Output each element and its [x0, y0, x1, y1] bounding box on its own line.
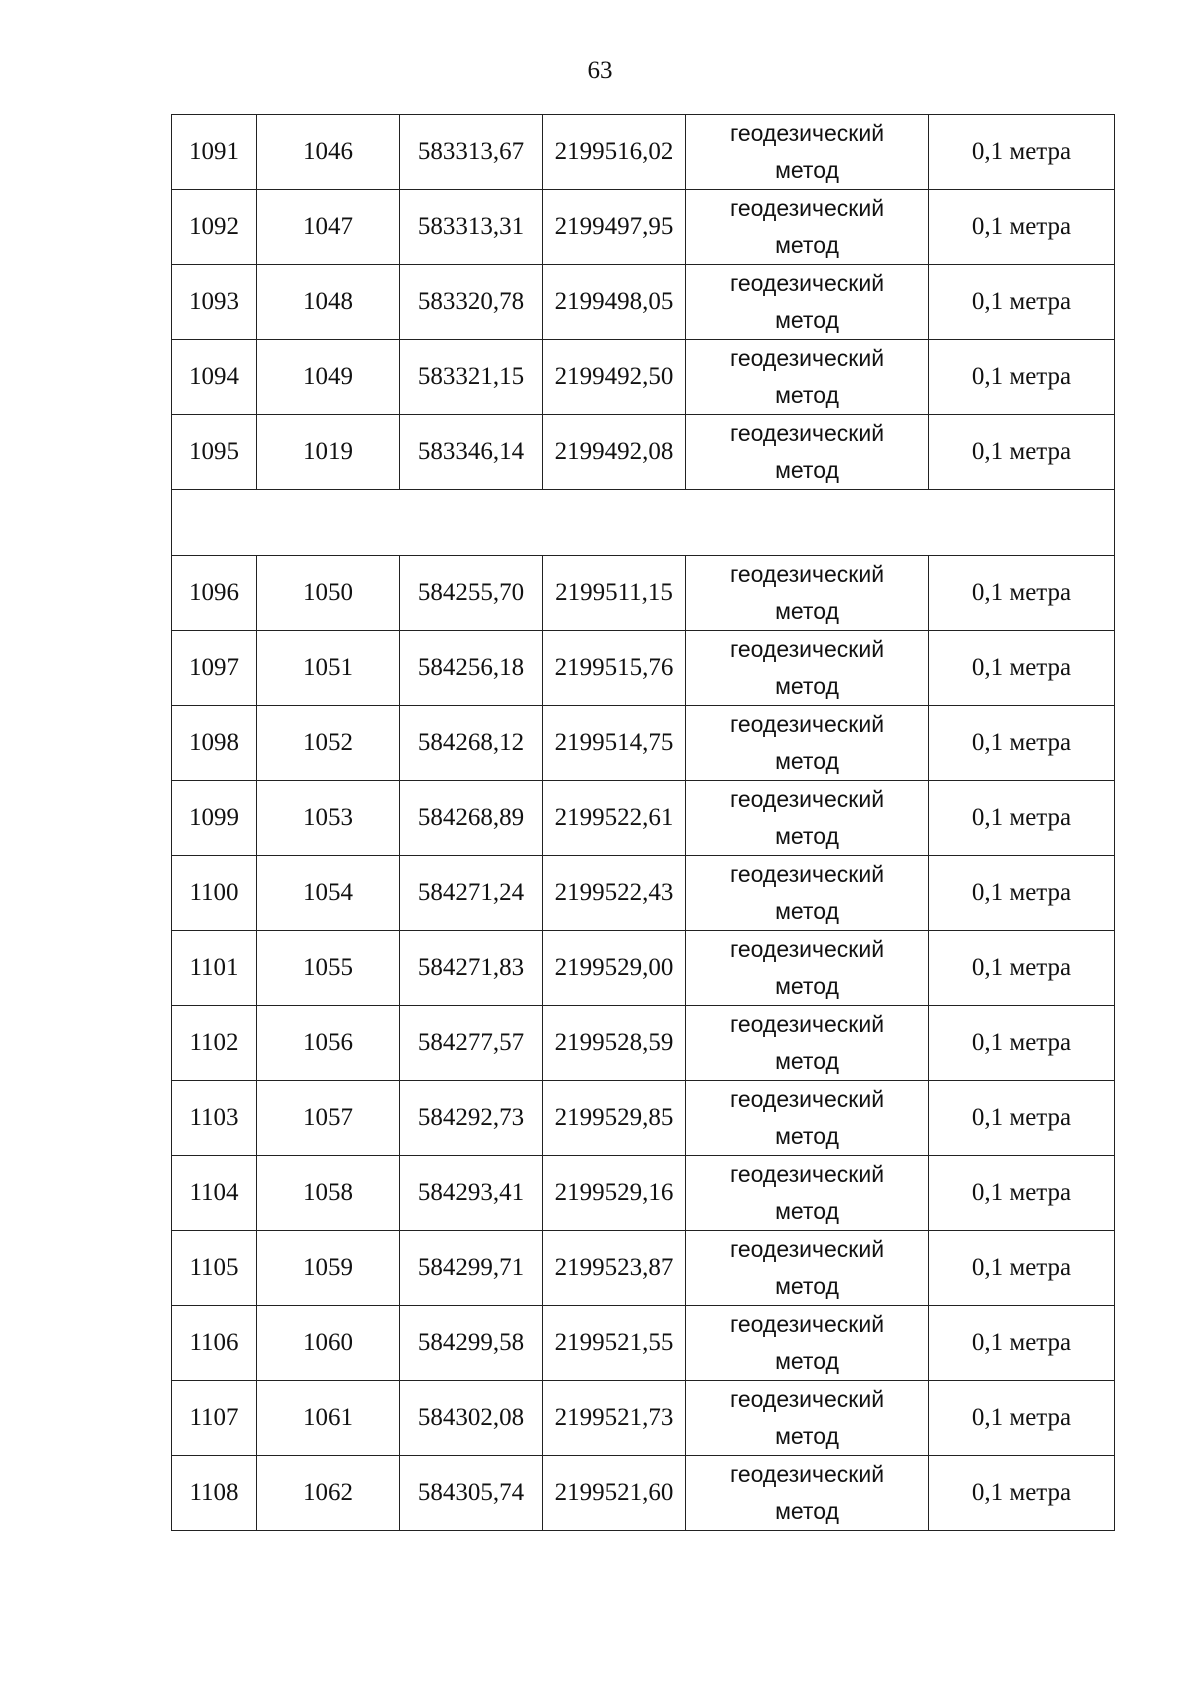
accuracy-cell: 0,1 метра [929, 631, 1115, 706]
method-line-1: геодезический [729, 1461, 885, 1487]
table-row [172, 1381, 1115, 1456]
y-coordinate-cell: 2199492,50 [543, 340, 686, 415]
table-row [172, 781, 1115, 856]
accuracy-cell: 0,1 метра [929, 1081, 1115, 1156]
page-number: 63 [587, 57, 613, 84]
y-coordinate-cell: 2199497,95 [543, 190, 686, 265]
accuracy-cell: 0,1 метра [929, 1381, 1115, 1456]
accuracy-cell: 0,1 метра [929, 1456, 1115, 1531]
row-number-cell: 1101 [172, 931, 257, 1006]
point-number-cell: 1060 [257, 1306, 400, 1381]
method-cell [686, 340, 929, 415]
method-cell [686, 1231, 929, 1306]
row-number-cell: 1092 [172, 190, 257, 265]
row-number-cell: 1108 [172, 1456, 257, 1531]
row-number-cell: 1105 [172, 1231, 257, 1306]
point-number-cell: 1062 [257, 1456, 400, 1531]
x-coordinate-cell: 583313,67 [400, 115, 543, 190]
table-row [172, 1456, 1115, 1531]
method-cell [686, 1156, 929, 1231]
row-number-cell: 1102 [172, 1006, 257, 1081]
method-line-2: метод [775, 1123, 839, 1149]
method-line-1: геодезический [729, 861, 885, 887]
method-cell [686, 1456, 929, 1531]
y-coordinate-cell: 2199511,15 [543, 556, 686, 631]
table-row [172, 1156, 1115, 1231]
table-row [172, 415, 1115, 490]
x-coordinate-cell: 584302,08 [400, 1381, 543, 1456]
method-line-2: метод [775, 1198, 839, 1224]
row-number-cell: 1103 [172, 1081, 257, 1156]
y-coordinate-cell: 2199514,75 [543, 706, 686, 781]
x-coordinate-cell: 583321,15 [400, 340, 543, 415]
table-row [172, 556, 1115, 631]
point-number-cell: 1051 [257, 631, 400, 706]
method-line-2: метод [775, 1348, 839, 1374]
x-coordinate-cell: 584268,12 [400, 706, 543, 781]
method-line-1: геодезический [729, 1236, 885, 1262]
method-line-2: метод [775, 382, 839, 408]
method-cell [686, 781, 929, 856]
method-cell [686, 415, 929, 490]
table-row [172, 856, 1115, 931]
y-coordinate-cell: 2199529,00 [543, 931, 686, 1006]
method-line-1: геодезический [729, 936, 885, 962]
point-number-cell: 1055 [257, 931, 400, 1006]
row-number-cell: 1091 [172, 115, 257, 190]
method-line-1: геодезический [729, 786, 885, 812]
row-number-cell: 1095 [172, 415, 257, 490]
method-line-1: геодезический [729, 1311, 885, 1337]
x-coordinate-cell: 584277,57 [400, 1006, 543, 1081]
table-row [172, 1006, 1115, 1081]
point-number-cell: 1052 [257, 706, 400, 781]
method-cell [686, 856, 929, 931]
accuracy-cell: 0,1 метра [929, 781, 1115, 856]
method-cell [686, 190, 929, 265]
method-line-2: метод [775, 598, 839, 624]
accuracy-cell: 0,1 метра [929, 1156, 1115, 1231]
y-coordinate-cell: 2199529,16 [543, 1156, 686, 1231]
row-number-cell: 1100 [172, 856, 257, 931]
table-row [172, 1306, 1115, 1381]
method-cell [686, 265, 929, 340]
accuracy-cell: 0,1 метра [929, 931, 1115, 1006]
table-row [172, 706, 1115, 781]
method-line-2: метод [775, 823, 839, 849]
method-line-2: метод [775, 457, 839, 483]
method-line-1: геодезический [729, 270, 885, 296]
method-cell [686, 556, 929, 631]
accuracy-cell: 0,1 метра [929, 415, 1115, 490]
x-coordinate-cell: 583346,14 [400, 415, 543, 490]
y-coordinate-cell: 2199492,08 [543, 415, 686, 490]
method-line-1: геодезический [729, 120, 885, 146]
y-coordinate-cell: 2199515,76 [543, 631, 686, 706]
accuracy-cell: 0,1 метра [929, 1306, 1115, 1381]
point-number-cell: 1048 [257, 265, 400, 340]
x-coordinate-cell: 583320,78 [400, 265, 543, 340]
accuracy-cell: 0,1 метра [929, 1006, 1115, 1081]
point-number-cell: 1053 [257, 781, 400, 856]
y-coordinate-cell: 2199523,87 [543, 1231, 686, 1306]
method-line-2: метод [775, 973, 839, 999]
method-line-2: метод [775, 157, 839, 183]
method-line-2: метод [775, 1498, 839, 1524]
method-cell [686, 1006, 929, 1081]
point-number-cell: 1056 [257, 1006, 400, 1081]
y-coordinate-cell: 2199498,05 [543, 265, 686, 340]
x-coordinate-cell: 584293,41 [400, 1156, 543, 1231]
point-number-cell: 1047 [257, 190, 400, 265]
accuracy-cell: 0,1 метра [929, 190, 1115, 265]
method-line-1: геодезический [729, 195, 885, 221]
row-number-cell: 1096 [172, 556, 257, 631]
method-line-2: метод [775, 673, 839, 699]
row-number-cell: 1094 [172, 340, 257, 415]
point-number-cell: 1049 [257, 340, 400, 415]
y-coordinate-cell: 2199521,60 [543, 1456, 686, 1531]
table-row [172, 1081, 1115, 1156]
accuracy-cell: 0,1 метра [929, 265, 1115, 340]
method-cell [686, 931, 929, 1006]
point-number-cell: 1057 [257, 1081, 400, 1156]
x-coordinate-cell: 584305,74 [400, 1456, 543, 1531]
x-coordinate-cell: 584292,73 [400, 1081, 543, 1156]
method-cell [686, 1381, 929, 1456]
y-coordinate-cell: 2199521,55 [543, 1306, 686, 1381]
method-line-1: геодезический [729, 636, 885, 662]
accuracy-cell: 0,1 метра [929, 1231, 1115, 1306]
point-number-cell: 1019 [257, 415, 400, 490]
method-cell [686, 706, 929, 781]
method-cell [686, 631, 929, 706]
method-line-2: метод [775, 307, 839, 333]
point-number-cell: 1046 [257, 115, 400, 190]
x-coordinate-cell: 583313,31 [400, 190, 543, 265]
x-coordinate-cell: 584299,58 [400, 1306, 543, 1381]
x-coordinate-cell: 584271,24 [400, 856, 543, 931]
row-number-cell: 1099 [172, 781, 257, 856]
accuracy-cell: 0,1 метра [929, 340, 1115, 415]
accuracy-cell: 0,1 метра [929, 115, 1115, 190]
method-line-2: метод [775, 232, 839, 258]
point-number-cell: 1054 [257, 856, 400, 931]
table-row [172, 115, 1115, 190]
method-line-2: метод [775, 898, 839, 924]
row-number-cell: 1098 [172, 706, 257, 781]
x-coordinate-cell: 584299,71 [400, 1231, 543, 1306]
method-line-1: геодезический [729, 711, 885, 737]
y-coordinate-cell: 2199522,61 [543, 781, 686, 856]
accuracy-cell: 0,1 метра [929, 706, 1115, 781]
table-row [172, 1231, 1115, 1306]
x-coordinate-cell: 584256,18 [400, 631, 543, 706]
table-row [172, 931, 1115, 1006]
coordinates-table-body [172, 115, 1115, 1531]
method-line-2: метод [775, 1273, 839, 1299]
y-coordinate-cell: 2199528,59 [543, 1006, 686, 1081]
method-cell [686, 1081, 929, 1156]
y-coordinate-cell: 2199522,43 [543, 856, 686, 931]
method-line-1: геодезический [729, 1011, 885, 1037]
empty-separator-row [172, 490, 1115, 556]
table-row [172, 631, 1115, 706]
row-number-cell: 1106 [172, 1306, 257, 1381]
table-row [172, 190, 1115, 265]
row-number-cell: 1097 [172, 631, 257, 706]
method-line-1: геодезический [729, 345, 885, 371]
method-line-2: метод [775, 1423, 839, 1449]
method-line-1: геодезический [729, 420, 885, 446]
y-coordinate-cell: 2199521,73 [543, 1381, 686, 1456]
x-coordinate-cell: 584268,89 [400, 781, 543, 856]
empty-separator-cell [172, 490, 1115, 556]
point-number-cell: 1061 [257, 1381, 400, 1456]
point-number-cell: 1058 [257, 1156, 400, 1231]
method-cell [686, 115, 929, 190]
row-number-cell: 1104 [172, 1156, 257, 1231]
method-line-1: геодезический [729, 1086, 885, 1112]
coordinates-table [171, 114, 1115, 1531]
accuracy-cell: 0,1 метра [929, 556, 1115, 631]
y-coordinate-cell: 2199529,85 [543, 1081, 686, 1156]
accuracy-cell: 0,1 метра [929, 856, 1115, 931]
method-line-2: метод [775, 1048, 839, 1074]
method-line-1: геодезический [729, 1386, 885, 1412]
table-row [172, 340, 1115, 415]
method-cell [686, 1306, 929, 1381]
row-number-cell: 1107 [172, 1381, 257, 1456]
row-number-cell: 1093 [172, 265, 257, 340]
x-coordinate-cell: 584255,70 [400, 556, 543, 631]
method-line-2: метод [775, 748, 839, 774]
x-coordinate-cell: 584271,83 [400, 931, 543, 1006]
point-number-cell: 1059 [257, 1231, 400, 1306]
table-row [172, 265, 1115, 340]
method-line-1: геодезический [729, 561, 885, 587]
y-coordinate-cell: 2199516,02 [543, 115, 686, 190]
method-line-1: геодезический [729, 1161, 885, 1187]
point-number-cell: 1050 [257, 556, 400, 631]
